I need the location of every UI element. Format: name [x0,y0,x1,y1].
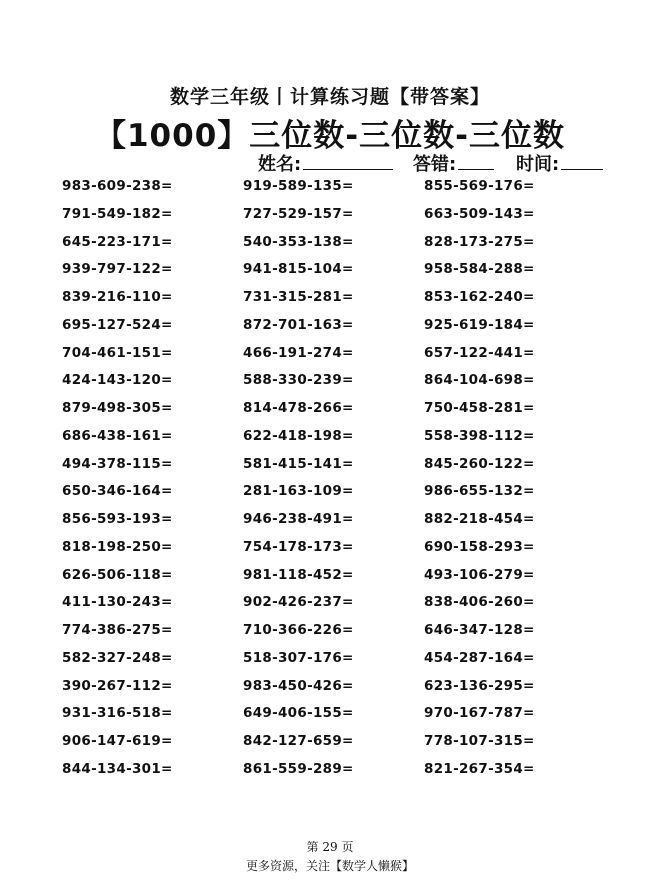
errors-field [413,150,494,176]
problem-item: 872-701-163= [243,316,354,333]
problem-column-1 [62,178,242,789]
problem-item: 842-127-659= [243,733,354,749]
problem-item: 839-216-110= [62,289,173,305]
problem-item: 754-178-173= [243,538,354,555]
problem-item: 623-136-295= [424,677,535,694]
problem-item: 791-549-182= [62,205,173,222]
problem-item: 695-127-524= [62,316,173,333]
problem-item: 861-559-289= [243,760,354,777]
problem-item: 981-118-452= [243,566,354,583]
problem-item: 650-346-164= [62,483,173,500]
problem-item: 853-162-240= [424,289,535,305]
time-field [516,150,603,176]
problem-item: 454-287-164= [424,649,535,666]
problem-item: 494-378-115= [62,455,173,472]
problem-item: 649-406-155= [243,705,354,722]
problem-item: 864-104-698= [424,372,535,389]
footer-note: 更多资源，关注【数学人懒猴】 [245,859,414,873]
name-label: 姓名: [258,154,302,175]
problem-item: 690-158-293= [424,538,535,555]
problem-column-3 [424,178,604,789]
problem-item: 902-426-237= [243,594,354,611]
problem-item: 986-655-132= [424,483,535,500]
student-info-row [258,150,618,174]
problem-item: 727-529-157= [243,205,354,222]
name-field [258,150,393,176]
problem-item: 931-316-518= [62,705,173,722]
problem-item: 828-173-275= [424,233,535,250]
problem-item: 657-122-441= [424,344,535,361]
problem-column-2 [243,178,423,789]
name-blank-line [303,151,393,170]
problem-item: 941-815-104= [243,261,354,278]
problem-item: 588-330-239= [243,372,354,389]
problem-item: 622-418-198= [243,427,354,444]
problem-item: 646-347-128= [424,622,535,638]
problem-item: 882-218-454= [424,511,535,527]
problem-item: 844-134-301= [62,760,173,777]
page-number: 第 29 页 [306,840,354,854]
problem-item: 838-406-260= [424,594,535,611]
problem-item: 411-130-243= [62,594,173,611]
problem-item: 958-584-288= [424,261,535,278]
problem-item: 855-569-176= [424,178,535,194]
worksheet-title: 【1000】三位数-三位数-三位数 [94,118,565,154]
errors-label: 答错: [413,154,457,175]
problem-item: 925-619-184= [424,316,535,333]
problem-item: 663-509-143= [424,205,535,222]
problem-item: 582-327-248= [62,649,173,666]
problem-item: 750-458-281= [424,400,535,416]
problem-item: 821-267-354= [424,760,535,777]
problem-item: 778-107-315= [424,733,535,749]
problem-item: 919-589-135= [243,178,354,194]
problem-item: 493-106-279= [424,566,535,583]
problem-item: 626-506-118= [62,566,173,583]
problem-item: 581-415-141= [243,455,354,472]
time-blank-line [561,151,603,170]
problem-item: 704-461-151= [62,344,173,361]
worksheet-subtitle: 数学三年级丨计算练习题【带答案】 [169,86,490,108]
errors-blank-line [458,151,494,170]
problem-item: 983-609-238= [62,178,173,194]
problem-item: 731-315-281= [243,289,354,305]
problem-item: 939-797-122= [62,261,173,278]
problem-item: 856-593-193= [62,511,173,527]
problem-item: 686-438-161= [62,427,173,444]
problem-item: 540-353-138= [243,233,354,250]
problem-item: 466-191-274= [243,344,354,361]
problem-item: 814-478-266= [243,400,354,416]
problem-item: 518-307-176= [243,649,354,666]
problem-item: 818-198-250= [62,538,173,555]
problem-item: 906-147-619= [62,733,173,749]
problem-item: 710-366-226= [243,622,354,638]
problem-item: 983-450-426= [243,677,354,694]
problem-item: 970-167-787= [424,705,535,722]
problem-item: 424-143-120= [62,372,173,389]
problem-item: 774-386-275= [62,622,173,638]
problem-item: 390-267-112= [62,677,173,694]
problem-item: 946-238-491= [243,511,354,527]
problem-item: 281-163-109= [243,483,354,500]
problem-item: 845-260-122= [424,455,535,472]
time-label: 时间: [516,154,560,175]
problem-item: 558-398-112= [424,427,535,444]
problem-item: 645-223-171= [62,233,173,250]
problem-item: 879-498-305= [62,400,173,416]
